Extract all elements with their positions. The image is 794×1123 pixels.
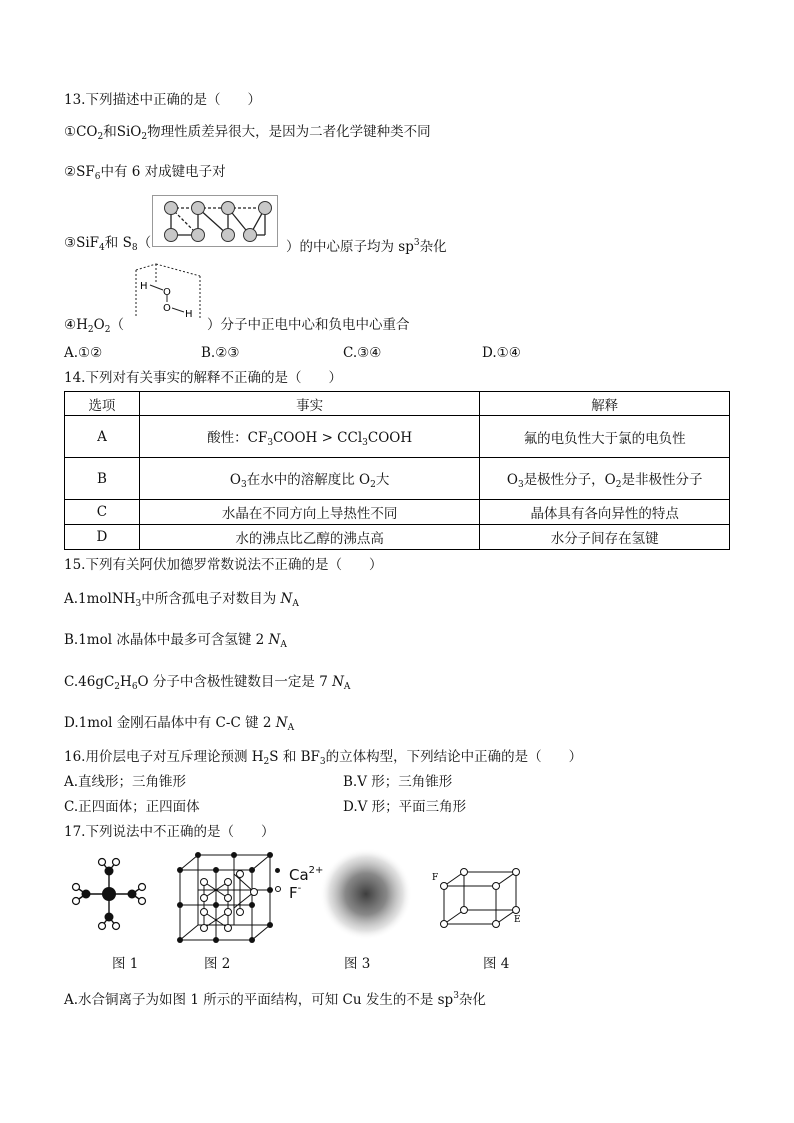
q13-option-d: D.①④ [482,345,521,361]
table-row: A 酸性：$CF_3COOH$ > CCl$_3$COOH 氟的电负性大于氯的电负性 [65,416,730,458]
q13-statement-4: $④H_2O_2$（ [64,317,124,335]
legend-f-label: F- [289,883,302,902]
figure-1-caption: 图 1 [112,956,139,972]
h2o2-o-label: O [163,287,171,298]
s8-structure-figure [152,195,278,247]
figure-4-caption: 图 4 [483,956,510,972]
q15-stem: 15.下列有关阿伏加德罗常数说法不正确的是（ ） [64,557,383,573]
q17-stem: 17.下列说法中不正确的是（ ） [64,824,275,840]
table-header: 解释 [480,392,730,416]
q13-statement-3-tail: ）的中心原子均为 $sp^3$杂化 [286,238,447,255]
figure-1-hydrated-copper-ion [66,857,152,931]
q16-option-a: A.直线形；三角锥形 [64,774,187,790]
figure-2-caption: 图 2 [204,956,231,972]
q13-option-c: C.③④ [343,345,382,361]
figure-4-cube [430,864,526,930]
h2o2-h-label: H [185,309,193,320]
f-ion-marker [275,886,281,892]
q17-option-a: A.水合铜离子为如图 1 所示的平面结构，可知 Cu 发生的不是 $sp^3$杂化 [64,991,486,1008]
q16-option-b: B.V 形；三角锥形 [343,774,453,790]
q15-option-a: A.1molNH$_3$中所含孤电子对数目为 $N_A$ [64,591,299,609]
figure-3-caption: 图 3 [344,956,371,972]
q13-statement-1: $①CO_2$和SiO$_2$物理性质差异很大，是因为二者化学键种类不同 [64,124,431,142]
h2o2-o-label: O [163,303,171,314]
q13-option-a: A.①② [64,345,103,361]
table-row: C 水晶在不同方向上导热性不同 晶体具有各向异性的特点 [65,500,730,525]
q15-option-b: B.1mol 冰晶体中最多可含氢键 2 $N_A$ [64,632,287,650]
table-row: D 水的沸点比乙醇的沸点高 水分子间存在氢键 [65,525,730,550]
q13-option-b: B.②③ [201,345,240,361]
q16-option-d: D.V 形；平面三角形 [343,799,467,815]
ca-ion-marker [275,868,280,873]
q15-option-c: $C.46gC_2H_6O$ 分子中含极性键数目一定是 7 $N_A$ [64,674,351,692]
table-header: 事实 [139,392,480,416]
cube-label-e: E [514,915,521,925]
q14-stem: 14.下列对有关事实的解释不正确的是（ ） [64,370,342,386]
q13-statement-4-tail: ）分子中正电中心和负电中心重合 [207,317,410,333]
q15-option-d: D.1mol 金刚石晶体中有 C-C 键 2 $N_A$ [64,715,295,733]
q13-statement-3: ③SiF$_4$和 $S_8$（ [64,235,152,253]
h2o2-structure-figure [134,262,212,324]
figure-2-caf2-lattice [174,852,278,944]
cube-label-f: F [432,873,439,883]
q16-stem: 16.用价层电子对互斥理论预测 $H_2S$ 和 $BF_3$的立体构型，下列结论中正确的是（ ） [64,749,583,767]
q13-stem: 13.下列描述中正确的是（ ） [64,92,261,108]
q16-option-c: C.正四面体；正四面体 [64,799,200,815]
table-header: 选项 [65,392,140,416]
q13-statement-2: $②SF_6$中有 6 对成键电子对 [64,164,226,182]
table-row: B $O_3$在水中的溶解度比 $O_2$大 $O_3$是极性分子，$O_2$是非极性分子 [65,458,730,500]
legend-ca-label: $Ca^{2+}$ [289,865,324,884]
h2o2-h-label: H [140,281,148,292]
figure-3-electron-cloud [318,846,414,942]
q14-table [64,391,730,550]
